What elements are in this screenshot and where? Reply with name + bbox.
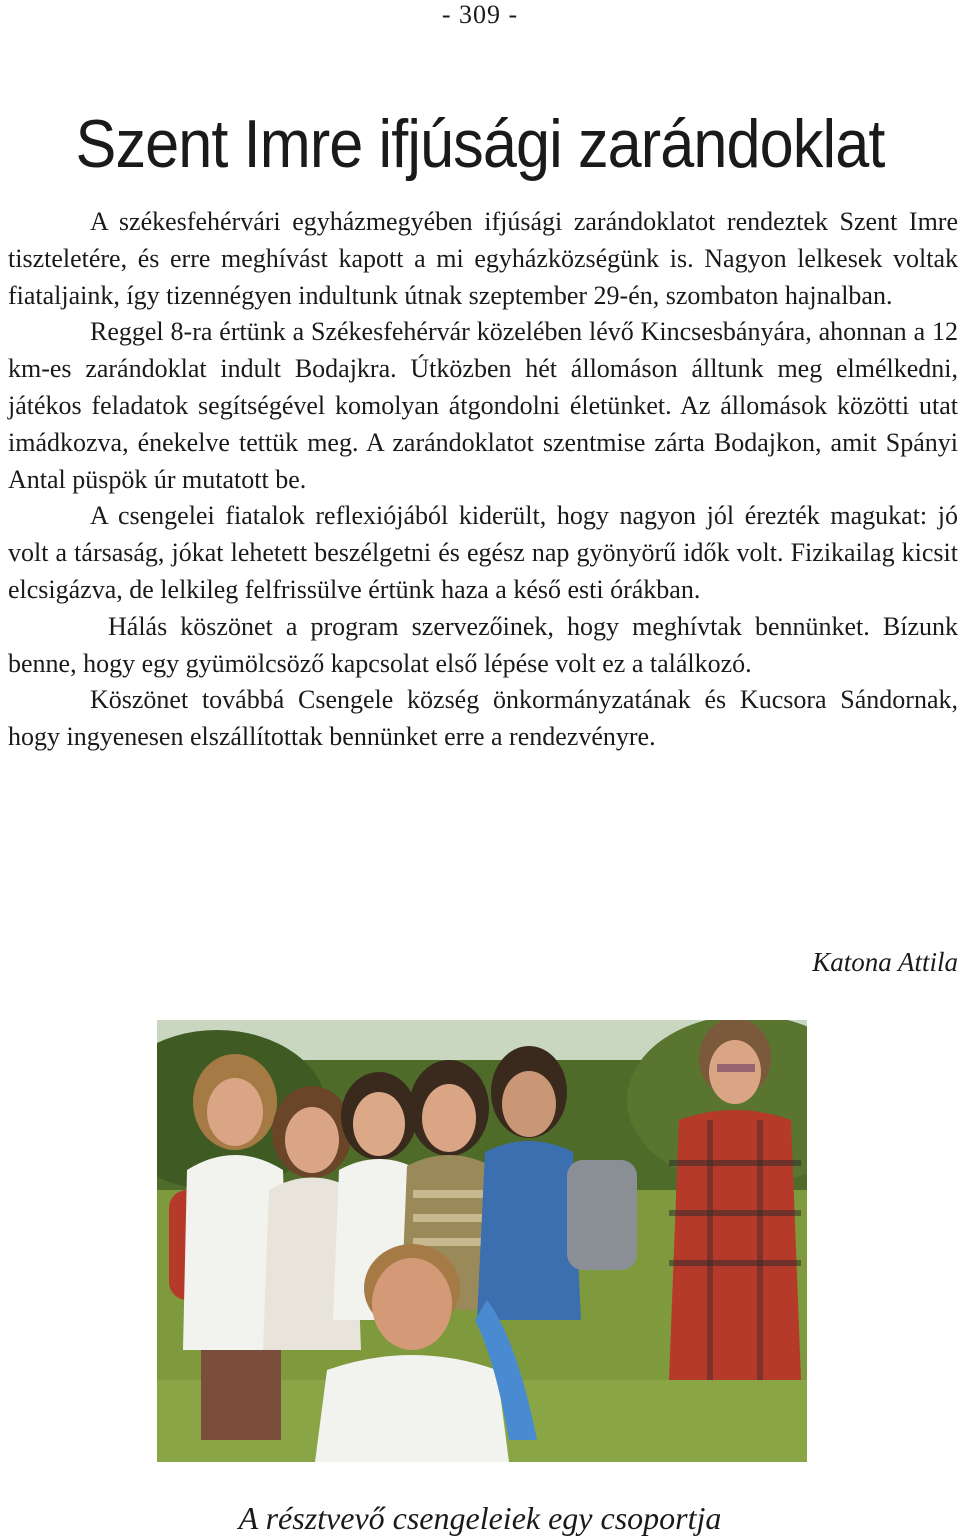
photo-person-2-face	[285, 1107, 339, 1173]
paragraph-5: Köszönet továbbá Csengele község önkormányzatának és Kucsora Sándornak, hogy ingyenesen elszállítottak bennünket erre a rendezvényre.	[8, 685, 958, 752]
photo-person-1-face	[207, 1078, 263, 1146]
article-body	[8, 204, 958, 756]
author-signature: Katona Attila	[812, 947, 958, 977]
photo-caption: A résztvevő csengeleiek egy csoportja	[238, 1500, 722, 1536]
group-photo-illustration	[157, 1020, 807, 1462]
paragraph-3: A csengelei fiatalok reflexiójából kiderült, hogy nagyon jól érezték magukat: jó volt a társaság, jókat lehetett beszélgetni és egész nap gyönyörű idők volt. Fizikailag kicsit elcsigázva, de lelkileg felfrissülve értünk haza a késő esti órákban.	[8, 501, 958, 604]
paragraph-4: Hálás köszönet a program szervezőinek, hogy meghívtak bennünket. Bízunk benne, hogy egy gyümölcsöző kapcsolat első lépése volt ez a találkozó.	[8, 611, 958, 678]
page-number: - 309 -	[441, 0, 519, 29]
group-photo	[157, 1020, 807, 1462]
photo-person-3-face	[353, 1092, 405, 1156]
photo-person-4-face	[422, 1084, 476, 1152]
paragraph-2: Reggel 8-ra értünk a Székesfehérvár közelében lévő Kincsesbányára, ahonnan a 12 km-es zarándoklat indult Bodajkra. Útközben hét állomáson álltunk meg elmélkedni, játékos feladatok segítségével komolyan átgondolni életünket. Az állomások közötti utat imádkozva, énekelve tettük meg. A zarándoklatot szentmise zárta Bodajkon, amit Spányi Antal püspök úr mutatott be.	[8, 317, 958, 494]
article-title: Szent Imre ifjúsági zarándoklat	[75, 106, 885, 182]
paragraph-1: A székesfehérvári egyházmegyében ifjúsági zarándoklatot rendeztek Szent Imre tiszteletére, és erre meghívást kapott a mi egyházközségünk is. Nagyon lelkesek voltak fiataljaink, így tizennégyen indultunk útnak szeptember 29-én, szombaton hajnalban.	[8, 207, 958, 310]
photo-person-5-face	[502, 1071, 556, 1137]
photo-backpack-grey	[567, 1160, 637, 1270]
photo-person-7-face	[372, 1258, 452, 1350]
